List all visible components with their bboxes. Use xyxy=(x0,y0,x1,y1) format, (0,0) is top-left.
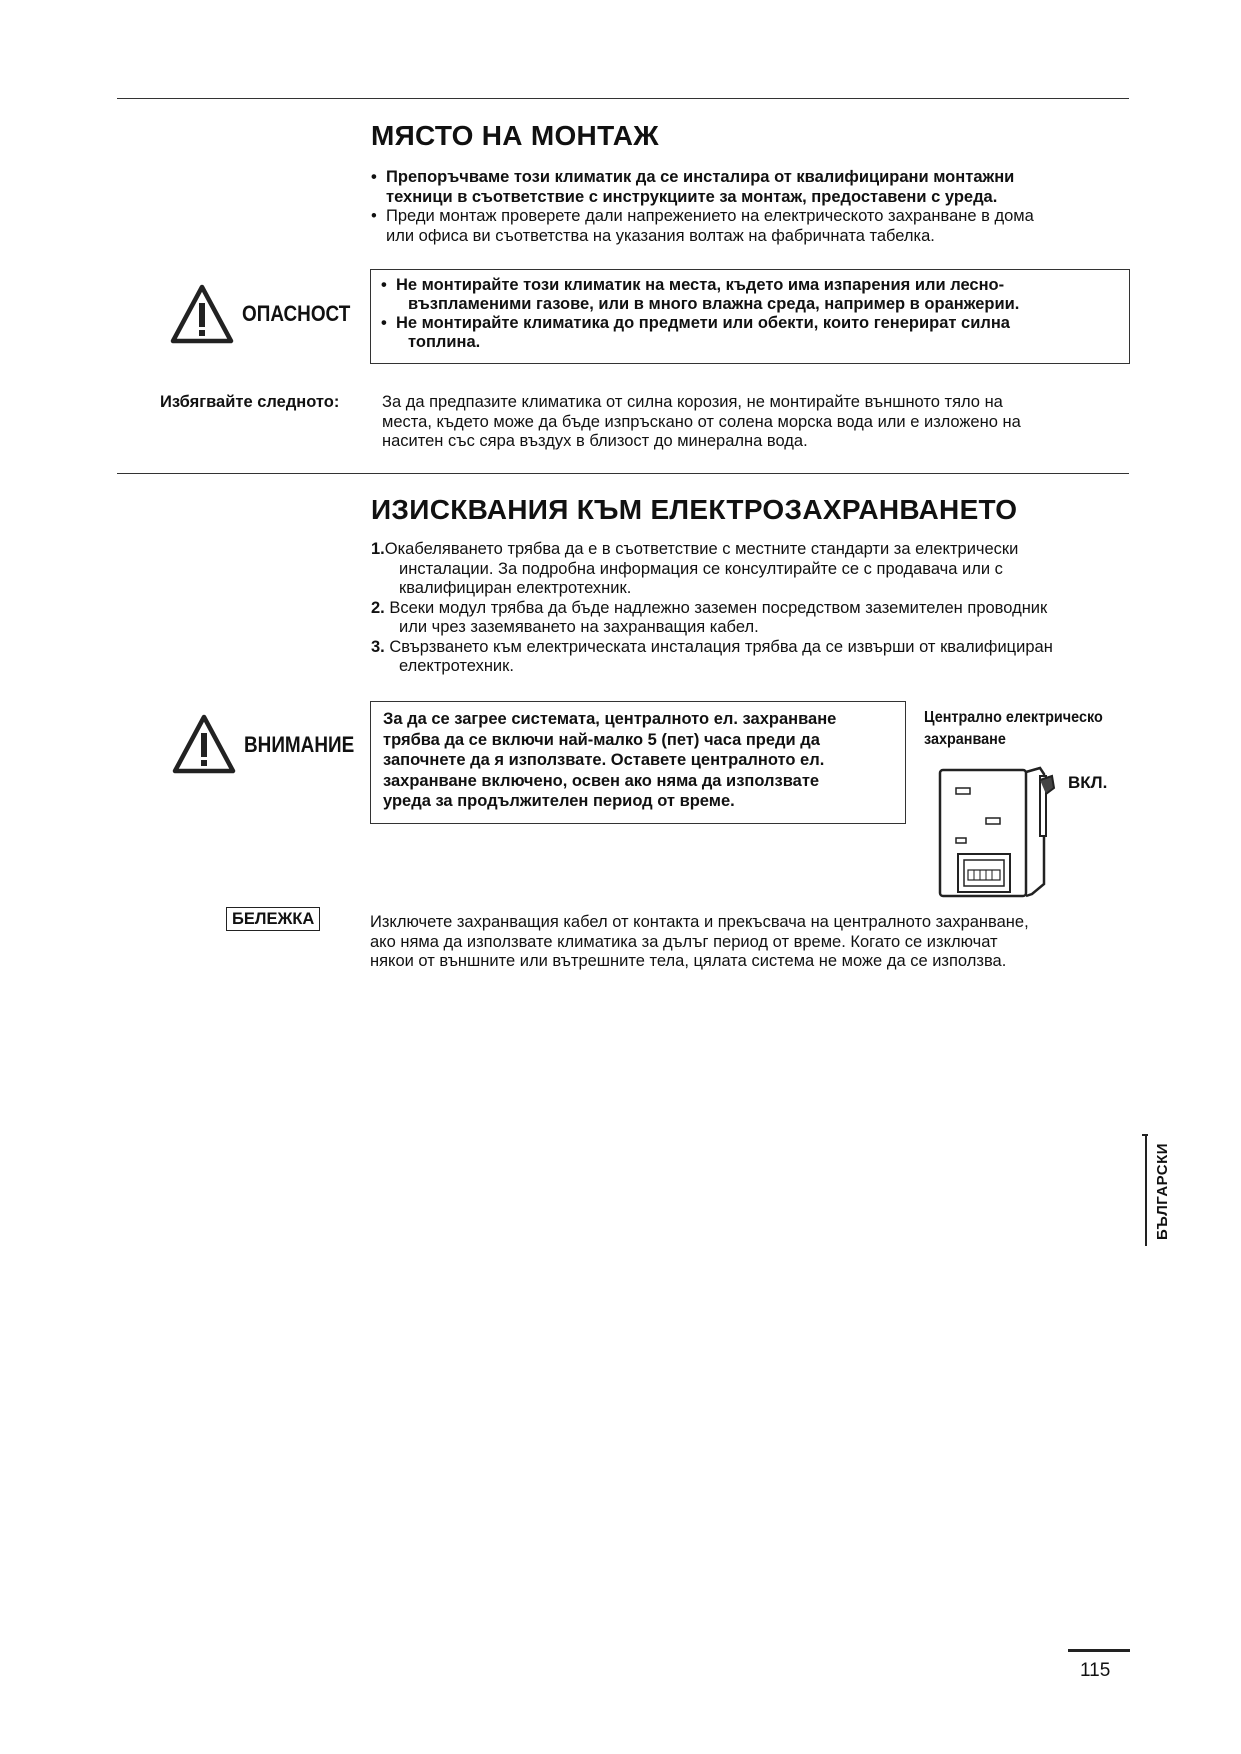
list-item: • Не монтирайте климатика до предмети или обекти, които генерират силна топлина. xyxy=(381,314,1119,352)
section-title-installation-site: МЯСТО НА МОНТАЖ xyxy=(371,120,659,151)
list-item: 2. Всеки модул трябва да бъде надлежно заземен посредством заземителен проводник или чрез заземяването на захранващия кабел. xyxy=(371,598,1048,636)
on-label: ВКЛ. xyxy=(1068,773,1108,792)
figure-caption: Централно електрическо захранване xyxy=(924,709,1103,748)
list-item: 1.Окабеляването трябва да е в съответствие с местните стандарти за електрически инсталации. За подробна информация се консултирайте се с продавача или с квалифициран електротехник. xyxy=(371,540,1019,597)
list-item: • Препоръчваме този климатик да се инсталира от квалифицирани монтажни техници в съответствие с инструкциите за монтаж, предоставени с уреда. xyxy=(371,168,1131,207)
power-requirements-list xyxy=(371,540,1151,677)
note-label: БЕЛЕЖКА xyxy=(226,907,320,931)
power-switch-illustration xyxy=(936,760,1066,905)
avoid-text: За да предпазите климатика от силна корозия, не монтирайте външното тяло на места, където може да бъде изпръскано от солена морска вода или е изложено на наситен със сяра въздух в близост до минерална вода. xyxy=(382,393,1021,450)
top-divider xyxy=(117,98,1129,99)
section-divider xyxy=(117,473,1129,474)
warning-triangle-icon xyxy=(170,283,234,350)
caution-label: ВНИМАНИЕ xyxy=(244,732,355,757)
language-tab: БЪЛГАРСКИ xyxy=(1154,1142,1171,1240)
page-number: 115 xyxy=(1080,1660,1111,1681)
list-item: 3. Свързването към електрическата инсталация трябва да се извърши от квалифициран електротехник. xyxy=(371,637,1053,675)
caution-triangle-icon xyxy=(172,713,236,780)
caution-box: За да се загрее системата, централното ел. захранване трябва да се включи най-малко 5 (пет) часа преди да започнете да я използвате. Оставете централното ел. захранване включено, освен ако няма да използвате уреда за продължителен период от време. xyxy=(370,701,906,824)
section-title-power-requirements: ИЗИСКВАНИЯ КЪМ ЕЛЕКТРОЗАХРАНВАНЕТО xyxy=(371,494,1018,525)
list-item: • Не монтирайте този климатик на места, където има изпарения или лесно- възпламеними газове, или в много влажна среда, например в оранжерии. xyxy=(381,276,1119,314)
note-text: Изключете захранващия кабел от контакта и прекъсвача на централното захранване, ако няма да използвате климатика за дълъг период от време. Когато се изключат някои от външните или вътрешните тела, цялата система не може да се използва. xyxy=(370,913,1029,970)
list-item: • Преди монтаж проверете дали напрежението на електрическото захранване в дома или офиса ви съответства на указания волтаж на фабричната табелка. xyxy=(371,207,1131,246)
avoid-label: Избягвайте следното: xyxy=(160,393,340,411)
page-number-rule xyxy=(1068,1649,1130,1652)
side-tab-line xyxy=(1145,1134,1147,1246)
danger-label: ОПАСНОСТ xyxy=(242,301,351,326)
installation-notes xyxy=(371,168,1131,246)
danger-box xyxy=(370,269,1130,364)
